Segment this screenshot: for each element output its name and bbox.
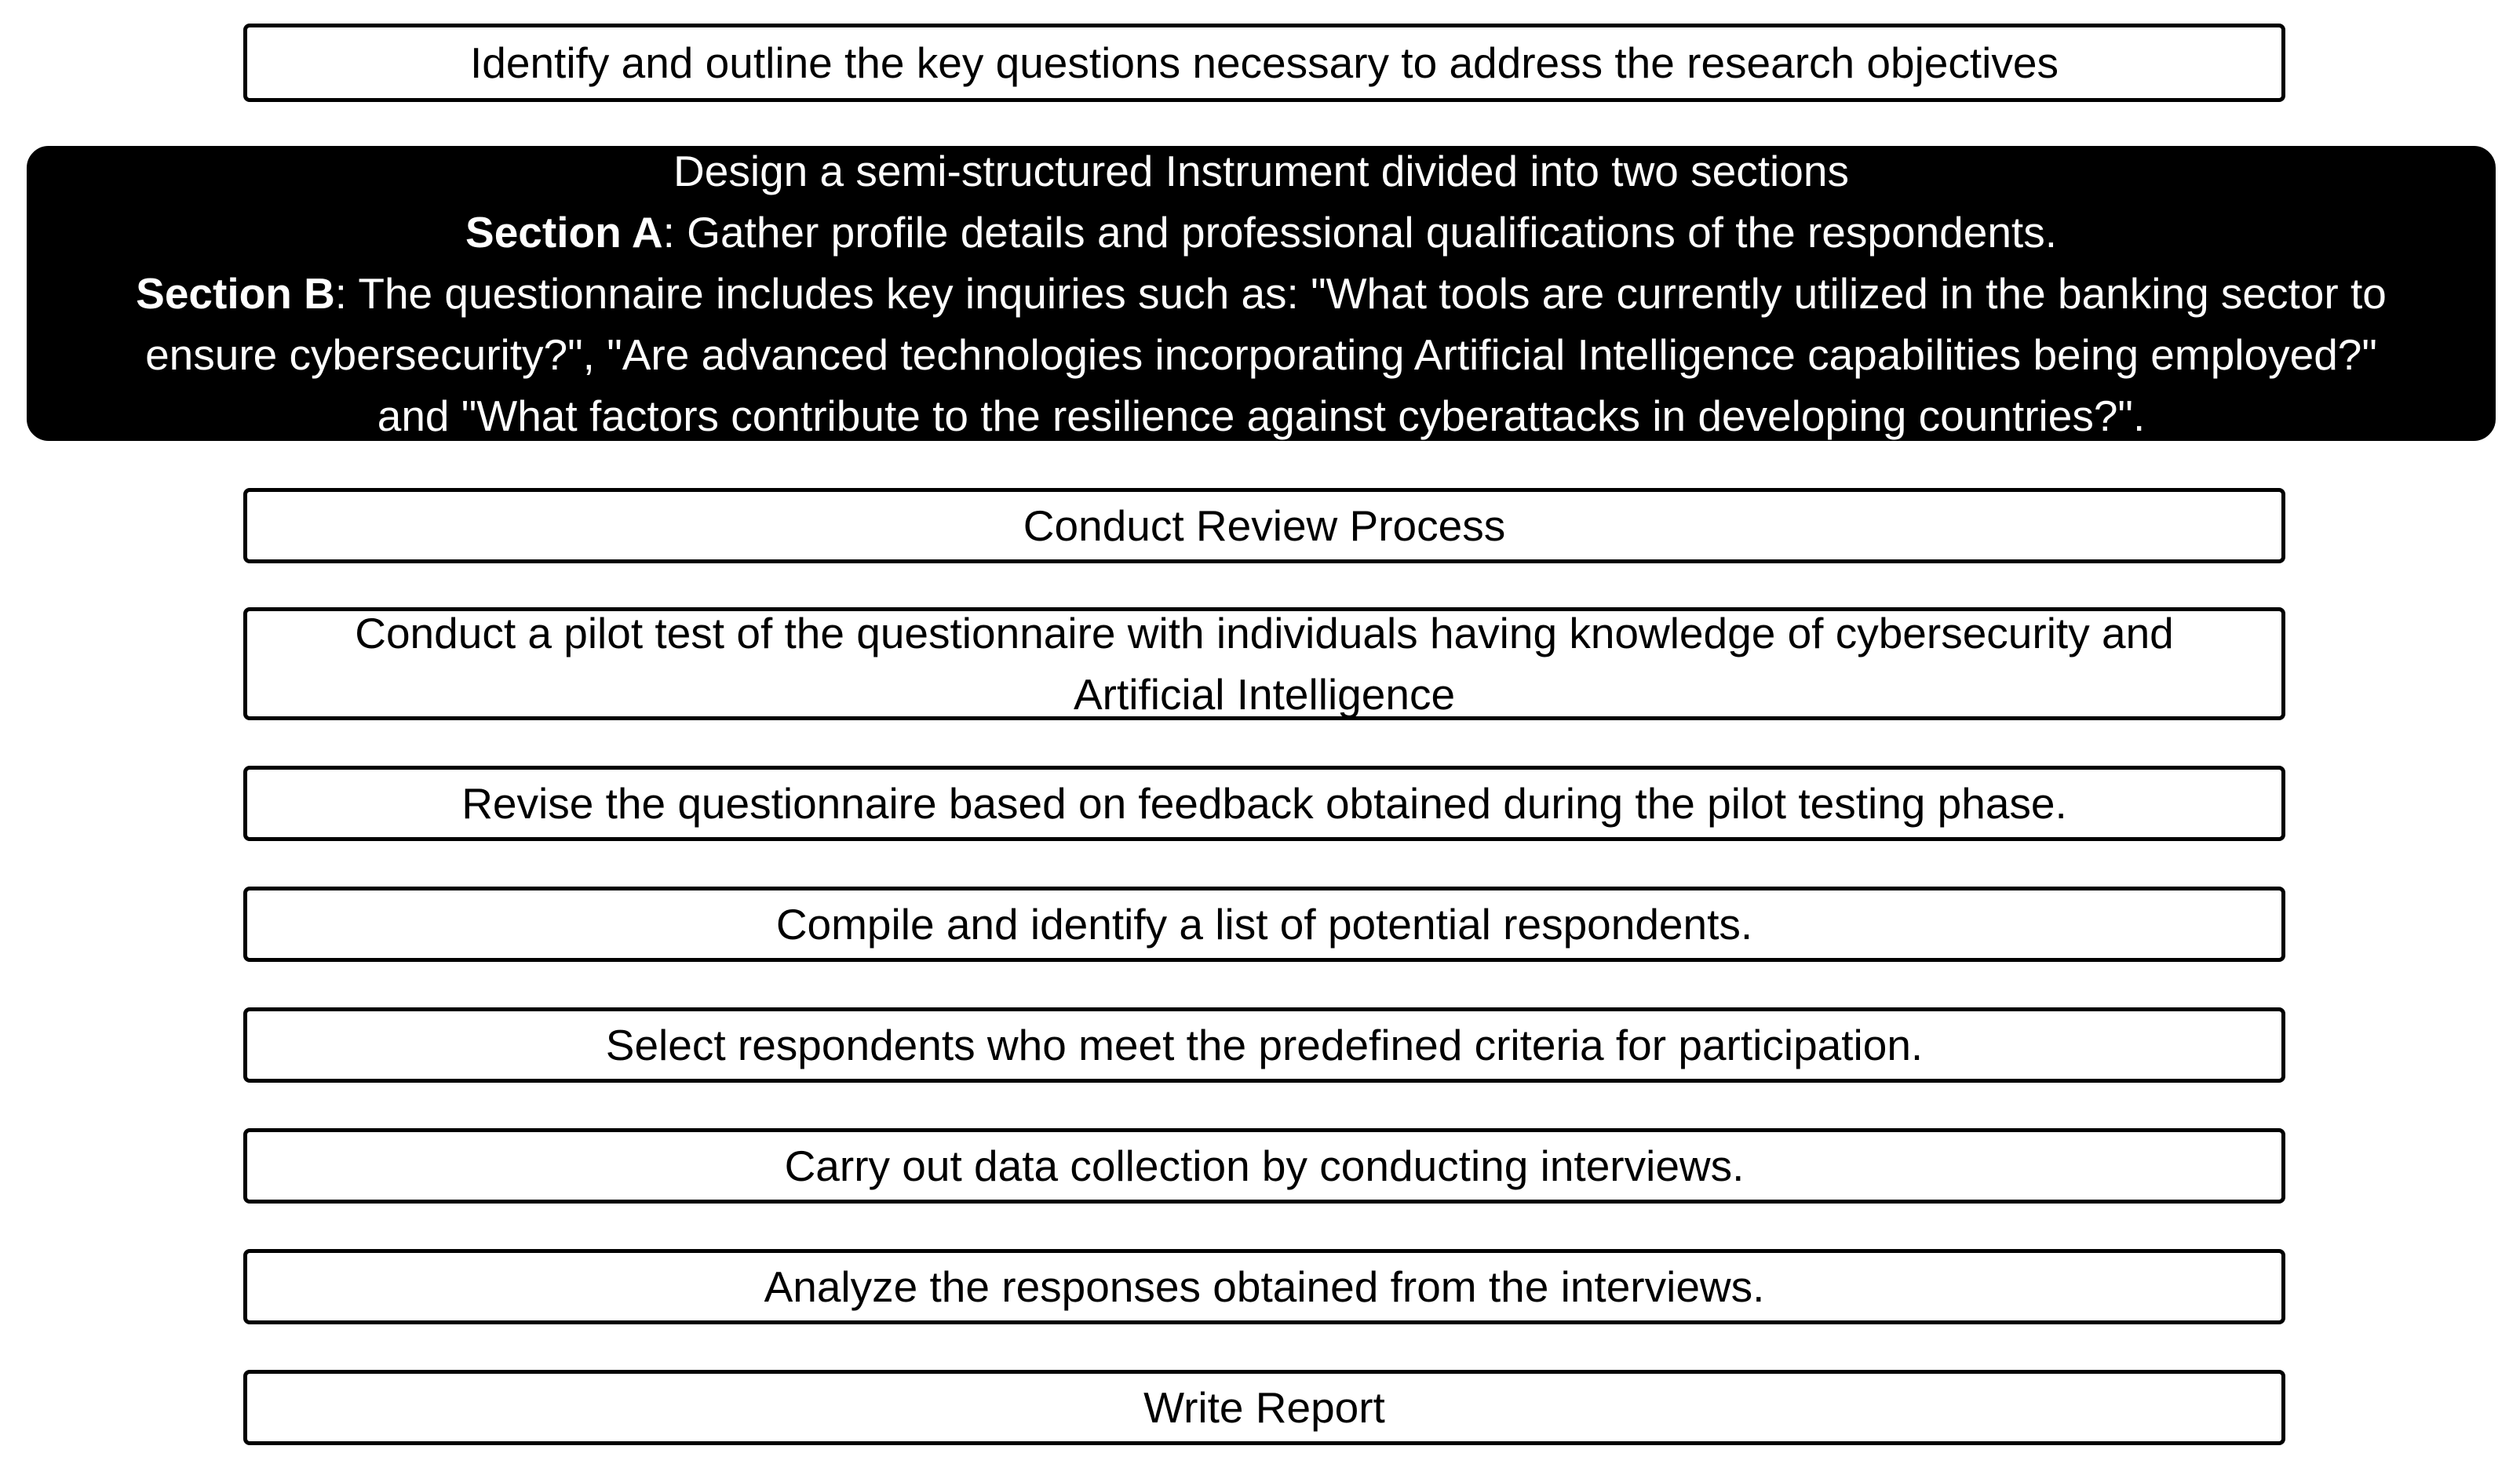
- step-select-respondents: [243, 1007, 2285, 1083]
- step-text: Select respondents who meet the predefined criteria for participation.: [605, 1021, 1924, 1069]
- step-analyze-responses: [243, 1249, 2285, 1324]
- step-text-line: Artificial Intelligence: [1073, 670, 1456, 719]
- section-a-label: Section A: [465, 208, 663, 257]
- section-b-label: Section B: [136, 269, 335, 318]
- step-compile-respondents: [243, 887, 2285, 962]
- step-revise-questionnaire: [243, 766, 2285, 841]
- step-data-collection: [243, 1128, 2285, 1204]
- section-b-line-3: and "What factors contribute to the resilience against cyberattacks in developing countries?".: [377, 391, 2146, 440]
- step-design-instrument: [27, 146, 2496, 441]
- step-identify-key-questions: [243, 24, 2285, 102]
- step-pilot-test: [243, 607, 2285, 720]
- step-text: Revise the questionnaire based on feedback obtained during the pilot testing phase.: [461, 779, 2067, 828]
- section-b-line: [136, 263, 2387, 324]
- step-text: Analyze the responses obtained from the interviews.: [764, 1262, 1765, 1311]
- step-text-line: Design a semi-structured Instrument divided into two sections: [673, 147, 1849, 195]
- section-b-line-2: ensure cybersecurity?", "Are advanced technologies incorporating Artificial Intelligence capabilities being employed?": [145, 330, 2377, 379]
- step-text: Identify and outline the key questions necessary to address the research objectives: [470, 38, 2059, 87]
- section-a-line: [465, 202, 2057, 263]
- section-b-text: : The questionnaire includes key inquiries such as: "What tools are currently utilized in the banking sector to: [334, 269, 2387, 318]
- step-text: Write Report: [1143, 1383, 1385, 1432]
- step-text: Compile and identify a list of potential respondents.: [775, 900, 1753, 949]
- step-write-report: [243, 1370, 2285, 1445]
- step-text-line: Conduct a pilot test of the questionnaire with individuals having knowledge of cybersecurity and: [355, 609, 2174, 657]
- section-a-text: : Gather profile details and professional qualifications of the respondents.: [662, 208, 2057, 257]
- step-review-process: [243, 488, 2285, 563]
- step-text: Carry out data collection by conducting interviews.: [784, 1142, 1745, 1190]
- step-text: Conduct Review Process: [1023, 501, 1506, 550]
